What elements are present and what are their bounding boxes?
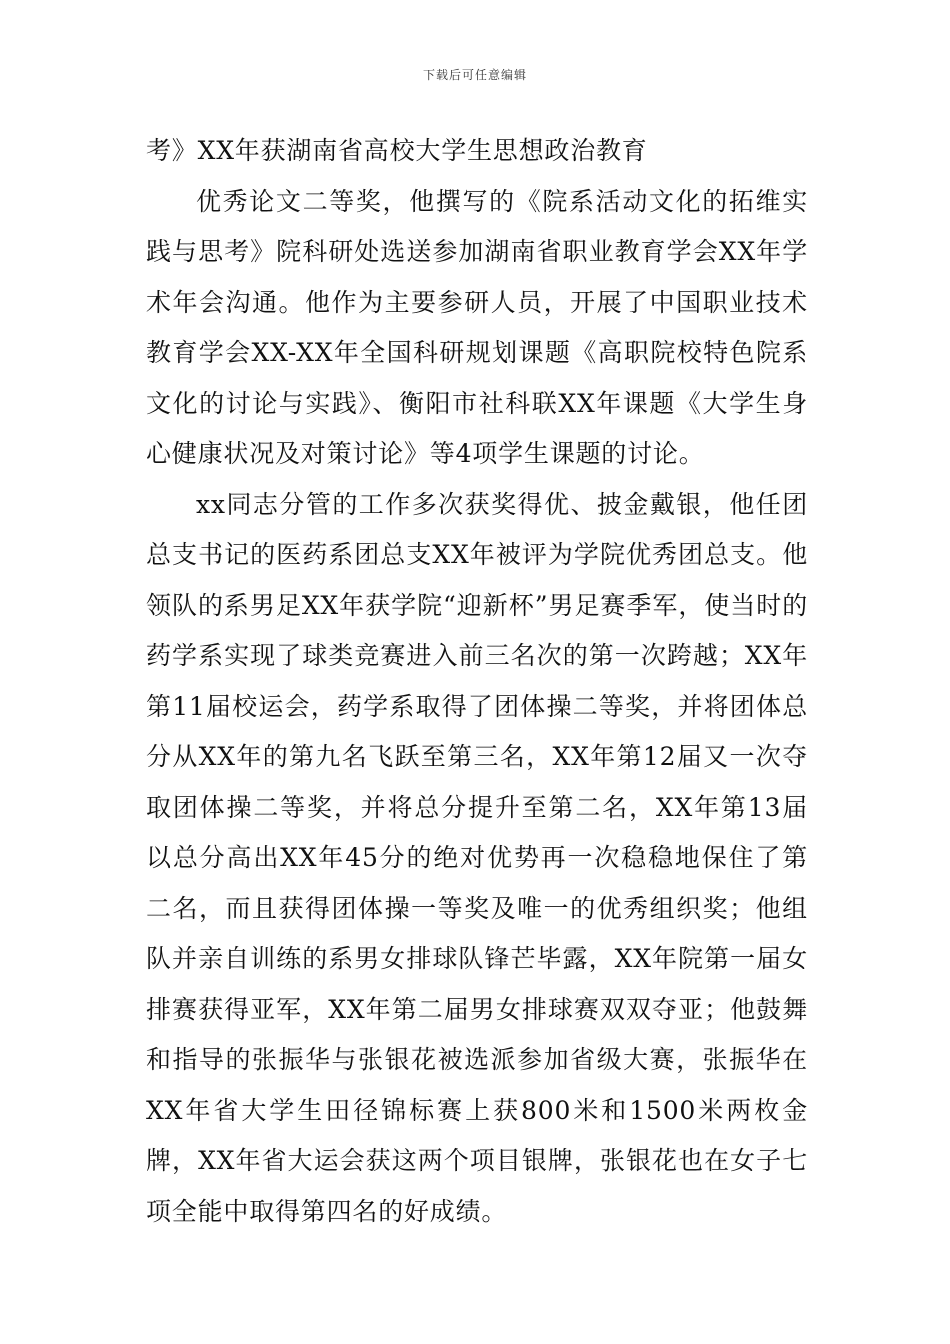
document-body [146, 126, 808, 1237]
page-header-note: 下载后可任意编辑 [422, 68, 527, 82]
paragraph-research: 优秀论文二等奖，他撰写的《院系活动文化的拓维实践与思考》院科研处选送参加湖南省职业教育学会XX年学术年会沟通。他作为主要参研人员，开展了中国职业技术教育学会XX-XX年全国科研规划课题《高职院校特色院系文化的讨论与实践》、衡阳市社科联XX年课题《大学生身心健康状况及对策讨论》等4项学生课题的讨论。 [146, 186, 808, 468]
paragraph-continuation: 考》XX年获湖南省高校大学生思想政治教育 [146, 136, 648, 165]
paragraph-achievements: xx同志分管的工作多次获奖得优、披金戴银，他任团总支书记的医药系团总支XX年被评为学院优秀团总支。他领队的系男足XX年获学院“迎新杯”男足赛季军，使当时的药学系实现了球类竞赛进入前三名次的第一次跨越；XX年第11届校运会，药学系取得了团体操二等奖，并将团体总分从XX年的第九名飞跃至第三名，XX年第12届又一次夺取团体操二等奖，并将总分提升至第二名，XX年第13届以总分高出XX年45分的绝对优势再一次稳稳地保住了第二名，而且获得团体操一等奖及唯一的优秀组织奖；他组队并亲自训练的系男女排球队锋芒毕露，XX年院第一届女排赛获得亚军，XX年第二届男女排球赛双双夺亚；他鼓舞和指导的张振华与张银花被选派参加省级大赛，张振华在XX年省大学生田径锦标赛上获800米和1500米两枚金牌，XX年省大运会获这两个项目银牌，张银花也在女子七项全能中取得第四名的好成绩。 [146, 489, 808, 1226]
